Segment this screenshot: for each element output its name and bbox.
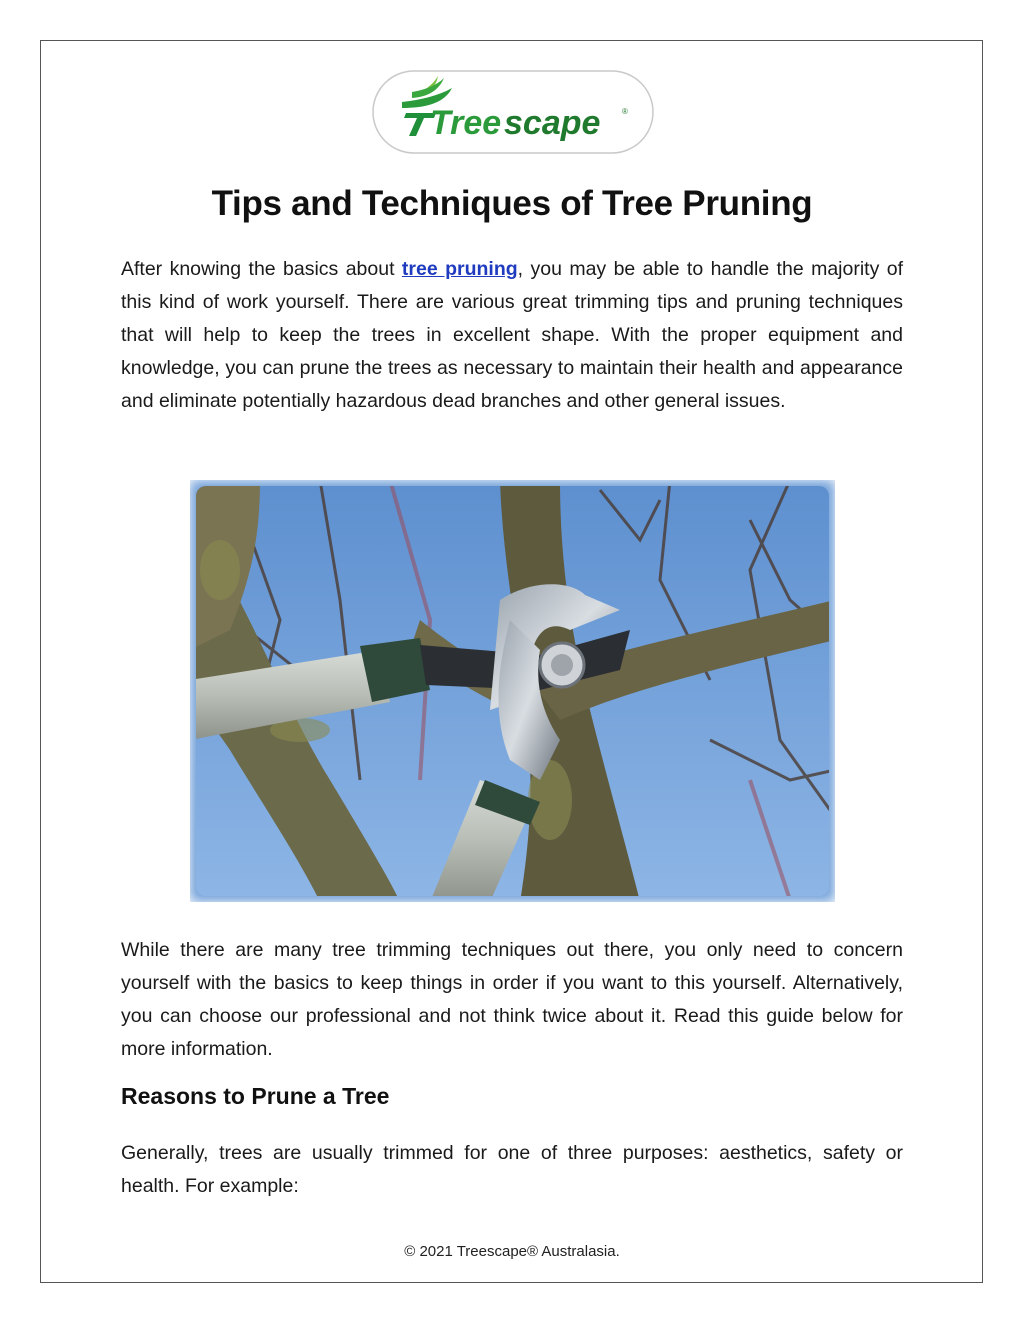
intro-paragraph: [121, 253, 903, 418]
body-paragraph-techniques: While there are many tree trimming techniques out there, you only need to concern yourself with the basics to keep things in order if you want to this yourself. Alternatively, you can choose our professional and not think twice about it. Read this guide below for more information.: [121, 939, 903, 1060]
treescape-logo: [372, 70, 654, 154]
footer-copyright: © 2021 Treescape® Australasia.: [404, 1243, 620, 1260]
logo-text-scape: scape: [504, 104, 601, 142]
registered-mark: ®: [622, 107, 628, 116]
body-paragraph-reasons: Generally, trees are usually trimmed for one of three purposes: aesthetics, safety or health. For example:: [121, 1142, 903, 1197]
tree-pruning-link[interactable]: tree pruning: [401, 258, 518, 280]
logo-text-tree: Tree: [430, 104, 502, 142]
intro-text-after-link: , you may be able to handle the majority of this kind of work yourself. There are various great trimming tips and pruning techniques that will help to keep the trees in excellent shape. With the proper equipment and knowledge, you can prune the trees as necessary to maintain their health and appearance and eliminate potentially hazardous dead branches and other general issues.: [121, 258, 903, 412]
pruning-photo: [190, 480, 835, 902]
section-heading: Reasons to Prune a Tree: [121, 1083, 390, 1109]
intro-text-before-link: After knowing the basics about: [121, 258, 402, 280]
page-title: Tips and Techniques of Tree Pruning: [211, 184, 813, 223]
